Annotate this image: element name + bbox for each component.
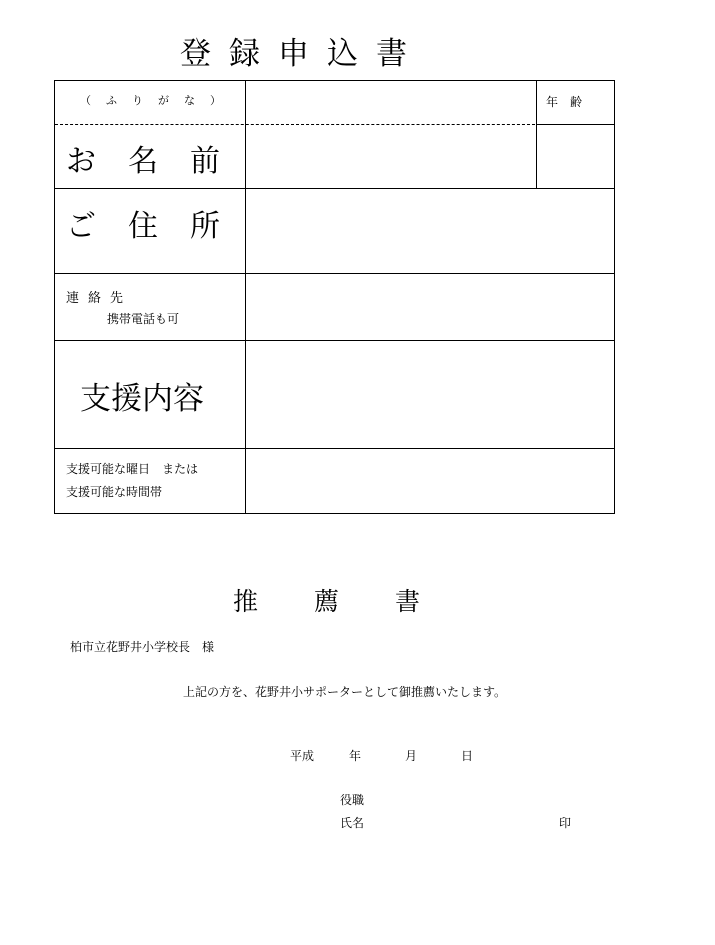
form-title: 登録申込書 <box>180 36 425 72</box>
address-label: ご住所 <box>66 209 252 244</box>
contact-note: 携帯電話も可 <box>107 312 180 326</box>
name-field[interactable] <box>246 125 535 188</box>
recipient-line: 柏市立花野井小学校長 様 <box>70 640 215 654</box>
availability-label-line2: 支援可能な時間帯 <box>66 485 163 499</box>
contact-field[interactable] <box>246 274 614 340</box>
support-content-field[interactable] <box>246 341 614 448</box>
age-field[interactable] <box>537 125 614 188</box>
table-border-right <box>614 80 615 514</box>
date-month-label: 月 <box>405 749 418 763</box>
table-border-bottom <box>54 513 615 514</box>
furigana-field[interactable] <box>246 81 535 124</box>
contact-label: 連絡先 <box>66 291 133 306</box>
table-border-left <box>54 80 55 514</box>
recommendation-title: 推薦書 <box>233 587 477 616</box>
recommendation-sentence: 上記の方を、花野井小サポーターとして御推薦いたします。 <box>183 685 507 699</box>
date-era: 平成 <box>290 749 315 763</box>
age-label: 年齢 <box>546 95 595 109</box>
support-content-label: 支援内容 <box>80 381 204 417</box>
signer-name-label: 氏名 <box>340 816 365 830</box>
address-field[interactable] <box>246 189 614 273</box>
seal-label: 印 <box>559 816 572 830</box>
position-label: 役職 <box>340 793 365 807</box>
furigana-label: （ふりがな） <box>80 94 236 107</box>
name-label: お名前 <box>66 144 252 179</box>
availability-label-line1: 支援可能な曜日 または <box>66 462 199 476</box>
date-day-label: 日 <box>461 749 474 763</box>
availability-field[interactable] <box>246 449 614 513</box>
date-year-label: 年 <box>349 749 362 763</box>
